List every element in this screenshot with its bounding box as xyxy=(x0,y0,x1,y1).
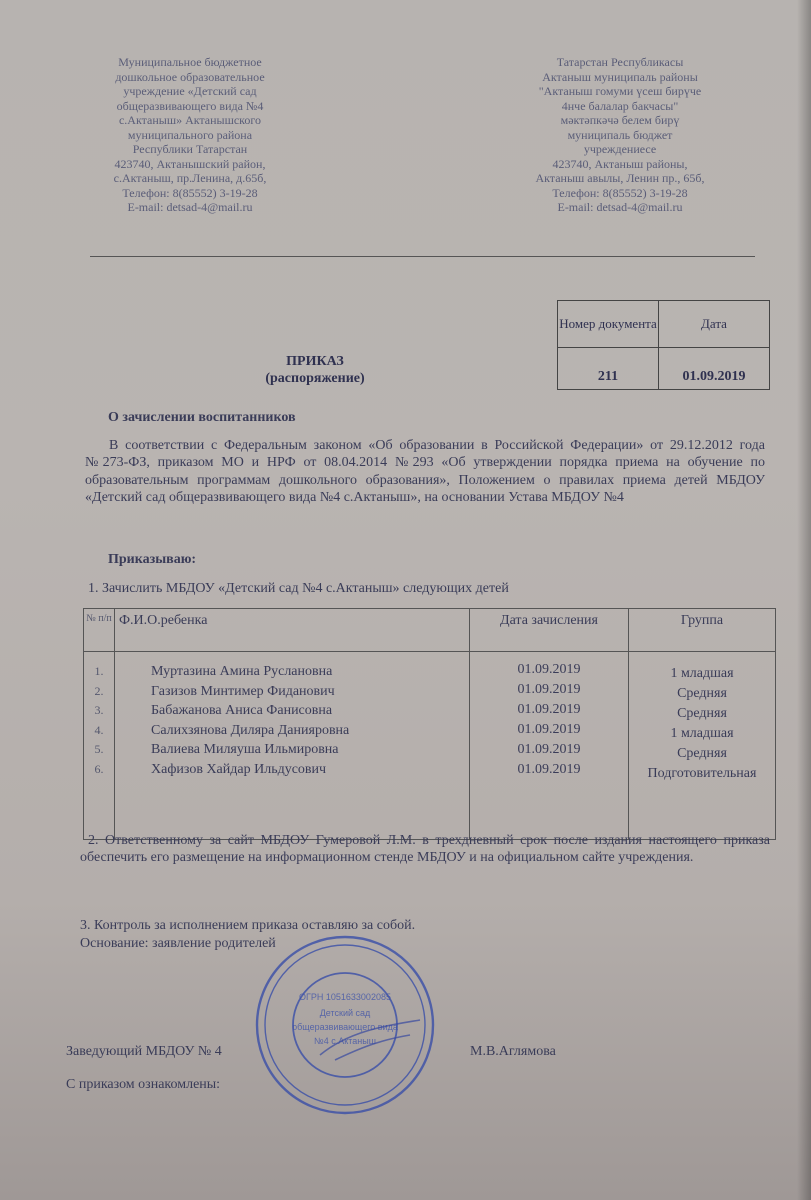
header-left-line: Муниципальное бюджетное xyxy=(118,55,262,69)
basis-line: Основание: заявление родителей xyxy=(80,936,276,951)
table-row-name: Валиева Миляуша Ильмировна xyxy=(151,742,339,758)
header-right-line: Актаныш муниципаль районы xyxy=(542,69,698,84)
acquainted-line: С приказом ознакомлены: xyxy=(66,1077,221,1092)
table-row-group: 1 младшая xyxy=(670,666,734,681)
doc-date-value: 01.09.2019 xyxy=(659,348,770,390)
page-shadow xyxy=(797,0,811,1200)
table-row-date: 01.09.2019 xyxy=(517,662,581,677)
header-right-line: муниципаль бюджет xyxy=(567,127,673,142)
table-row-date: 01.09.2019 xyxy=(517,702,581,717)
table-row-date: 01.09.2019 xyxy=(517,742,581,757)
header-right-tatar xyxy=(500,55,740,215)
stamp-line: общеразвивающего вида xyxy=(292,1022,398,1032)
order-title-sub: (распоряжение) xyxy=(265,371,365,386)
signature-name: М.В.Аглямова xyxy=(470,1044,556,1059)
col-header-num: № п/п xyxy=(84,609,115,652)
header-right-line: E-mail: detsad-4@mail.ru xyxy=(557,200,683,214)
header-left-line: дошкольное образовательное xyxy=(115,69,265,84)
table-row-date: 01.09.2019 xyxy=(517,722,581,737)
header-left-russian xyxy=(70,55,310,215)
header-left-line: Телефон: 8(85552) 3-19-28 xyxy=(122,185,258,200)
header-right-line: Телефон: 8(85552) 3-19-28 xyxy=(552,185,688,200)
table-row-name: Муртазина Амина Руслановна xyxy=(151,664,333,679)
table-row-num: 6. xyxy=(94,761,104,776)
doc-number-value: 211 xyxy=(558,348,659,390)
table-row-name: Хафизов Хайдар Ильдусович xyxy=(151,761,327,777)
group-column xyxy=(629,652,776,840)
point-1: 1. Зачислить МБДОУ «Детский сад №4 с.Актаныш» следующих детей xyxy=(88,581,509,596)
children-table xyxy=(83,608,776,840)
table-row-name: Газизов Минтимер Фиданович xyxy=(151,683,335,699)
order-title-main: ПРИКАЗ xyxy=(286,354,344,369)
header-left-line: с.Актаныш, пр.Ленина, д.65б, xyxy=(113,171,267,185)
table-row-name: Бабажанова Аниса Фанисовна xyxy=(151,703,333,719)
table-row-num: 1. xyxy=(94,664,104,678)
col-header-date: Дата зачисления xyxy=(470,609,629,652)
table-row-group: Средняя xyxy=(677,686,727,701)
table-row-num: 4. xyxy=(94,722,104,737)
doc-date-header: Дата xyxy=(659,301,770,348)
header-left-line: учреждение «Детский сад xyxy=(123,84,257,98)
header-right-line: 423740, Актаныш районы, xyxy=(552,156,688,171)
stamp-line: №4 с.Актаныш xyxy=(314,1036,376,1046)
header-right-line: мәктәпкәчә белем бирү xyxy=(560,113,680,127)
table-row-name: Салихзянова Диляра Данияровна xyxy=(151,722,350,738)
order-title xyxy=(235,353,395,387)
table-row-date: 01.09.2019 xyxy=(517,762,581,777)
signature-position: Заведующий МБДОУ № 4 xyxy=(66,1044,222,1059)
table-row-group: 1 младшая xyxy=(670,726,734,741)
stamp-line: ОГРН 1051633002085 xyxy=(299,992,391,1002)
doc-number-header: Номер документа xyxy=(558,301,659,348)
header-right-line: "Актаныш гомуми үсеш бирүче xyxy=(538,84,702,98)
order-subject: О зачислении воспитанников xyxy=(108,410,296,425)
table-row-num: 3. xyxy=(94,703,104,718)
header-left-line: E-mail: detsad-4@mail.ru xyxy=(127,200,253,214)
point-2: 2. Ответственному за сайт МБДОУ Гумеровой Л.М. в трехдневный срок после издания настоящего приказа обеспечить его размещение на информационном стенде МБДОУ и на официальном сайте учреждения. xyxy=(80,833,770,866)
preamble-paragraph: В соответствии с Федеральным законом «Об образовании в Российской Федерации» от 29.12.2012 года №273-ФЗ, приказом МО и НРФ от 08.04.2014 №293 «Об утверждении порядка приема на обучение по образовательным программам дошкольного образования», Положением о правилах приема детей МБДОУ «Детский сад общеразвивающего вида №4 с.Актаныш», на основании Устава МБДОУ №4 xyxy=(85,438,765,505)
point-3: 3. Контроль за исполнением приказа оставляю за собой. xyxy=(80,918,416,933)
header-right-line: 4нче балалар бакчасы" xyxy=(561,98,679,113)
header-left-line: Республики Татарстан xyxy=(132,142,248,156)
document-number-table xyxy=(557,300,770,390)
date-column xyxy=(470,652,629,840)
header-right-line: учреждениесе xyxy=(583,142,657,156)
table-row-num: 5. xyxy=(94,742,104,757)
header-right-line: Актаныш авылы, Ленин пр., 65б, xyxy=(535,171,705,185)
header-left-line: 423740, Актанышский район, xyxy=(114,156,266,171)
header-left-line: общеразвивающего вида №4 xyxy=(116,98,264,113)
table-row-group: Средняя xyxy=(677,746,727,761)
stamp-line: Детский сад xyxy=(319,1008,371,1018)
col-header-group: Группа xyxy=(629,609,776,652)
table-row-date: 01.09.2019 xyxy=(517,682,581,697)
header-divider xyxy=(90,256,755,257)
header-left-line: с.Актаныш» Актанышского xyxy=(118,113,262,127)
table-row-group: Подготовительная xyxy=(647,766,757,781)
col-header-name: Ф.И.О.ребенка xyxy=(115,609,470,652)
order-word: Приказываю: xyxy=(108,552,197,567)
name-column xyxy=(115,652,470,840)
num-column xyxy=(84,652,115,840)
header-right-line: Татарстан Республикасы xyxy=(556,55,684,69)
official-seal-stamp xyxy=(250,930,440,1120)
header-left-line: муниципального района xyxy=(127,127,253,142)
table-row-group: Средняя xyxy=(677,706,727,721)
table-row-num: 2. xyxy=(94,683,104,698)
